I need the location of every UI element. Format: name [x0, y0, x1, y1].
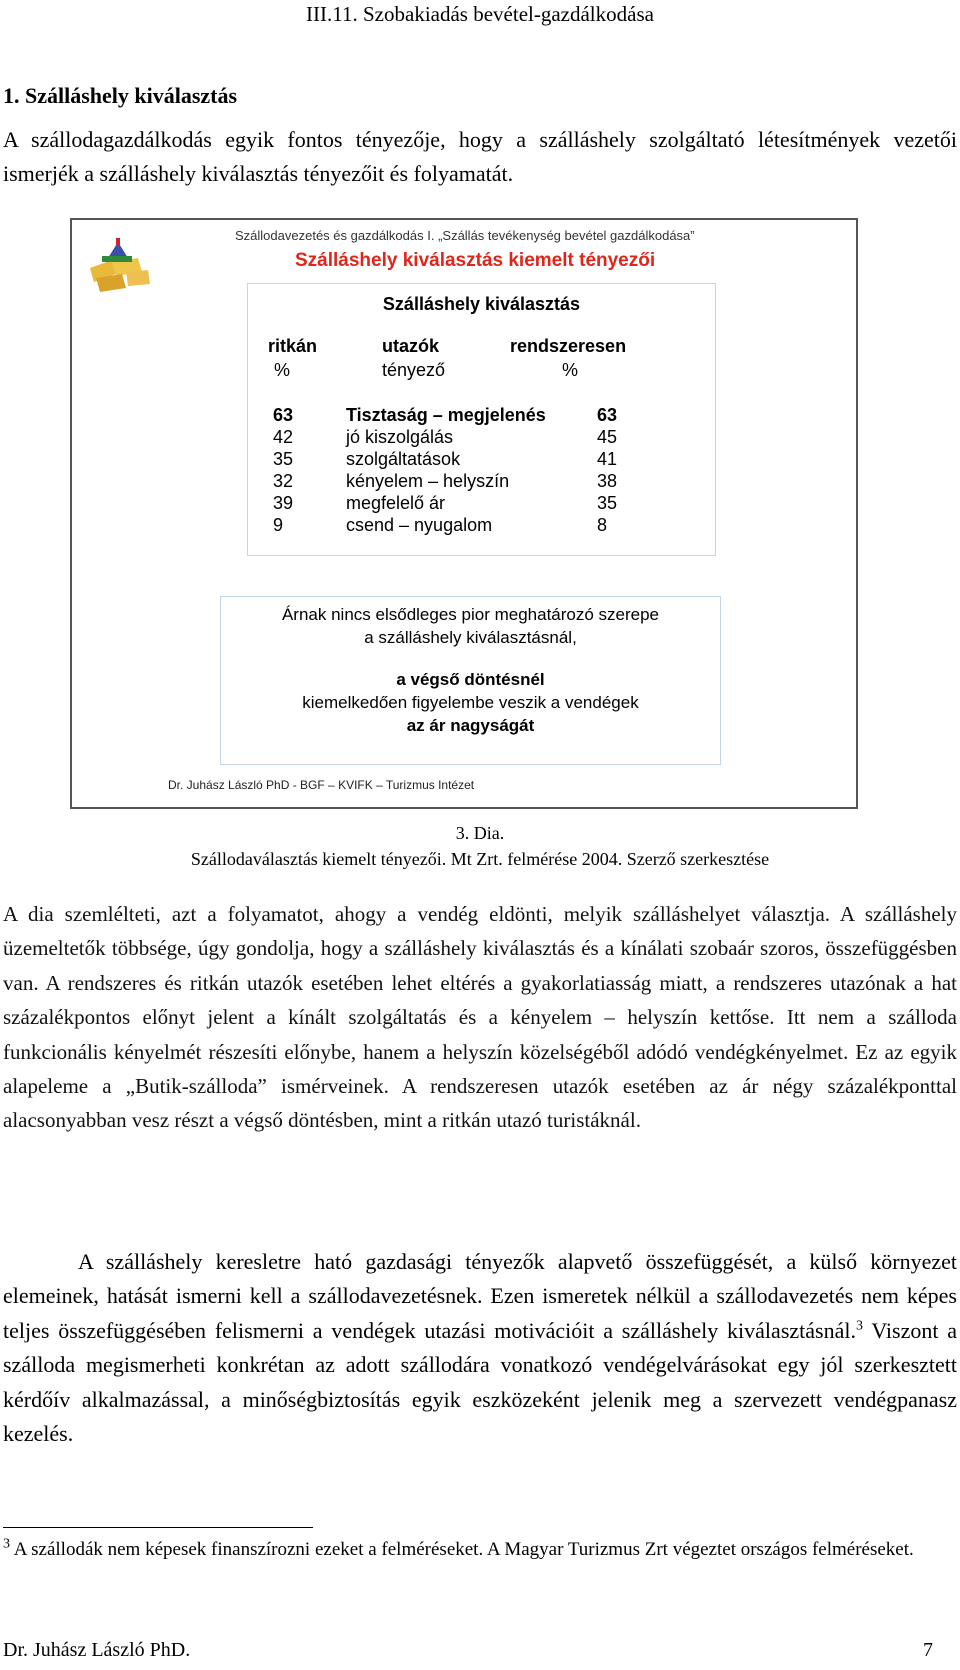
page-footer-author: Dr. Juhász László PhD.	[3, 1639, 191, 1661]
col-unit-regular: %	[562, 360, 579, 380]
table-row	[248, 449, 715, 473]
footnote	[3, 1537, 957, 1563]
table-caption: Szálláshely kiválasztás	[382, 294, 581, 314]
note-line: a végső döntésnél	[396, 670, 545, 689]
col-head-travellers: utazók	[382, 336, 440, 356]
table-row	[248, 515, 715, 539]
regular-value: 38	[597, 471, 618, 491]
caption-line: Szállodaválasztás kiemelt tényezői. Mt Zrt. felmérése 2004. Szerző szerkesztése	[190, 849, 770, 869]
note-line: kiemelkedően figyelembe veszik a vendégek	[302, 693, 639, 712]
table-row	[248, 427, 715, 451]
body-paragraph: A dia szemlélteti, azt a folyamatot, ahogy a vendég eldönti, melyik szálláshelyet választja. A szálláshely üzemeltetők többsége, úgy gondolja, hogy a szálláshely kiválasztás és a kínálati szobaár szoros, összefüggésben van. A rendszeres és ritkán utazók esetében lehet eltérés a gyakorlatiasság miatt, a rendszeres utazónak a hat százalékpontos előnyt jelent a kínált szolgáltatás és a kényelem – helyszín kettőse. Itt nem a szálloda funkcionális kényelmét részesíti előnybe, hanem a helyszín közelségéből adódó vendégkényelmet. Ez az egyik alapeleme a „Butik-szálloda” ismérveinek. A rendszeresen utazók esetében az ár négy százalékponttal alacsonyabban vesz részt a végső döntésben, mint a ritkán utazó turistáknál.	[3, 902, 957, 1133]
rare-value: 39	[273, 493, 294, 513]
regular-value: 63	[597, 405, 618, 425]
paragraph-text: Viszont a szálloda megismerheti konkrétan az adott szállodára vonatkozó vendégelvárásokat egy jól szerkesztett kérdőív alkalmazással, a minőségbiztosítás egyik eszközeként jelenik meg a szervezett vendégpanasz kezelés.	[3, 1317, 958, 1447]
regular-value: 35	[597, 493, 618, 513]
body-paragraph	[3, 1245, 957, 1451]
col-unit-factor: tényező	[382, 360, 446, 380]
slide-footer: Dr. Juhász László PhD - BGF – KVIFK – Turizmus Intézet	[168, 778, 475, 792]
factor-label: megfelelő ár	[346, 493, 446, 513]
table-row	[248, 405, 715, 429]
col-head-regular: rendszeresen	[510, 336, 627, 356]
footnote-number: 3	[3, 1536, 10, 1552]
figure-caption	[0, 820, 960, 872]
rare-value: 9	[273, 515, 284, 535]
footnote-text: A szállodák nem képesek finanszírozni ezeket a felméréseket. A Magyar Turizmus Zrt végeztet országos felméréseket.	[10, 1539, 914, 1560]
price-note-box	[220, 596, 721, 765]
caption-line: 3. Dia.	[455, 823, 505, 843]
intro-paragraph: A szállodagazdálkodás egyik fontos tényezője, hogy a szálláshely szolgáltató létesítmények vezetői ismerjék a szálláshely kiválasztás tényezőit és folyamatát.	[3, 127, 957, 186]
page-number: 7	[923, 1639, 933, 1661]
rare-value: 63	[273, 405, 294, 425]
slide-title: Szálláshely kiválasztás kiemelt tényezői	[295, 250, 656, 271]
factor-label: jó kiszolgálás	[346, 427, 454, 447]
table-row	[248, 493, 715, 517]
hotel-logo-icon	[82, 238, 154, 294]
note-line: a szálláshely kiválasztásnál,	[364, 628, 577, 647]
regular-value: 45	[597, 427, 618, 447]
footnote-ref[interactable]: 3	[855, 1318, 863, 1334]
regular-value: 41	[597, 449, 618, 469]
rare-value: 35	[273, 449, 294, 469]
rare-value: 32	[273, 471, 294, 491]
note-line: Árnak nincs elsődleges pior meghatározó szerepe	[281, 605, 660, 624]
slide-top-text: Szállodavezetés és gazdálkodás I. „Szállás tevékenység bevétel gazdálkodása”	[235, 228, 695, 243]
col-unit-rare: %	[274, 360, 291, 380]
col-head-rare: ritkán	[268, 336, 318, 356]
factor-label: Tisztaság – megjelenés	[346, 405, 546, 425]
section-heading: 1. Szálláshely kiválasztás	[3, 83, 238, 108]
table-row	[248, 471, 715, 495]
footnote-divider	[3, 1527, 313, 1528]
factor-table	[247, 283, 716, 556]
slide-image	[70, 218, 858, 809]
regular-value: 8	[597, 515, 608, 535]
paragraph-text: A szálláshely keresletre ható gazdasági tényezők alapvető összefüggését, a külső környezet elemeinek, hatását ismerni kell a szállodavezetésnek. Ezen ismeretek nélkül a szállodavezetés nem képes teljes összefüggésében felismerni a vendégek utazási motivációit a szálláshely kiválasztásnál.	[3, 1249, 957, 1343]
factor-label: szolgáltatások	[346, 449, 461, 469]
factor-label: kényelem – helyszín	[346, 471, 510, 491]
factor-label: csend – nyugalom	[346, 515, 493, 535]
rare-value: 42	[273, 427, 294, 447]
running-header: III.11. Szobakiadás bevétel-gazdálkodása	[306, 2, 654, 26]
note-line: az ár nagyságát	[406, 716, 535, 735]
